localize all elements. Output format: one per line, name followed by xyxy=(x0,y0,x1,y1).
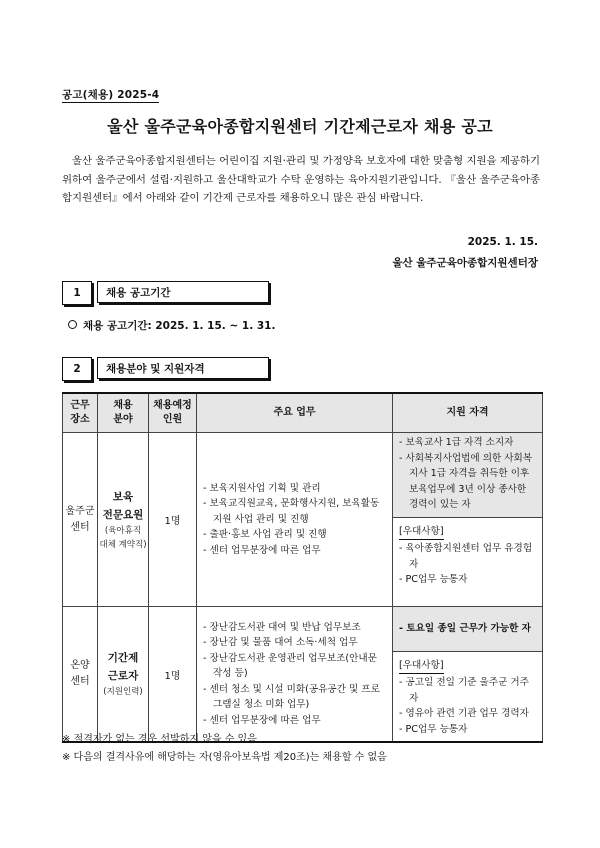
preference-label: [우대사항] xyxy=(399,524,444,541)
preferences-box xyxy=(393,518,542,592)
list-item: - PC업무 능통자 xyxy=(399,574,468,585)
note-line: ※ 적격자가 없는 경우 선발하지 않을 수 있음 xyxy=(62,734,257,745)
place-cell: 온양 센터 xyxy=(63,607,98,743)
qualifications-cell xyxy=(393,433,543,607)
header-duties: 주요 업무 xyxy=(197,393,393,433)
period-text: 채용 공고기간: 2025. 1. 15. ~ 1. 31. xyxy=(83,320,276,332)
field-cell: 보육 전문요원 (육아휴직 대체 계약직) xyxy=(98,433,149,607)
list-item: - 육아종합지원센터 업무 유경험자 xyxy=(399,543,533,570)
page-title: 울산 울주군육아종합지원센터 기간제근로자 채용 공고 xyxy=(107,117,493,136)
section-title: 채용 공고기간 xyxy=(97,281,269,303)
duties-cell xyxy=(197,433,393,607)
preference-label: [우대사항] xyxy=(399,658,444,675)
duties-cell xyxy=(197,607,393,743)
list-item: - 센터 업무분장에 따른 업무 xyxy=(203,714,321,726)
requirement-text: - 토요일 종일 근무가 가능한 자 xyxy=(399,623,531,634)
document-number: 공고(채용) 2025-4 xyxy=(62,89,160,101)
note-line: ※ 다음의 결격사유에 해당하는 자(영유아보육법 제20조)는 채용할 수 없음 xyxy=(62,752,387,763)
list-item: - 보육교사 1급 자격 소지자 xyxy=(399,437,514,448)
list-item: - PC업무 능통자 xyxy=(399,723,468,735)
table-row xyxy=(63,607,543,743)
qualifications-cell xyxy=(393,607,543,743)
field-cell: 기간제 근로자 (지원인력) xyxy=(98,607,149,743)
header-place: 근무 장소 xyxy=(63,393,98,433)
requirements-box xyxy=(393,433,542,518)
table-header-row xyxy=(63,393,543,433)
issuer: 울산 울주군육아종합지원센터장 xyxy=(392,257,538,269)
section-title: 채용분야 및 지원자격 xyxy=(97,357,269,379)
list-item: - 영유아 관련 기관 업무 경력자 xyxy=(399,708,529,719)
table-row xyxy=(63,433,543,607)
list-item: - 센터 청소 및 시설 미화(공유공간 및 프로그램실 청소 미화 업무) xyxy=(203,683,380,711)
list-item: - 사회복지사업법에 의한 사회복지사 1급 자격을 취득한 이후 보육업무에 3년 이상 종사한 경력이 있는 자 xyxy=(399,452,533,510)
header-count: 채용예정 인원 xyxy=(149,393,197,433)
list-item: - 장난감도서관 운영관리 업무보조(안내문 작성 등) xyxy=(203,652,377,680)
list-item: - 공고일 전일 기준 울주군 거주자 xyxy=(399,677,529,704)
place-cell: 울주군 센터 xyxy=(63,433,98,607)
circle-bullet-icon xyxy=(68,320,77,329)
notes xyxy=(62,731,387,767)
count-cell: 1명 xyxy=(149,607,197,743)
requirements-box xyxy=(393,607,542,652)
list-item: - 장난감도서관 대여 및 반납 업무보조 xyxy=(203,621,361,633)
list-item: - 센터 업무분장에 따른 업무 xyxy=(203,544,321,556)
section-number: 1 xyxy=(62,281,92,305)
intro-text: 울산 울주군육아종합지원센터는 어린이집 지원·관리 및 가정양육 보호자에 대한 맞춤형 지원을 제공하기 위하여 울주군에서 설립·지원하고 울산대학교가 수탁 운영하는 육아지원기관입니다. 『울산 울주군육아종합지원센터』에서 아래와 같이 기간제 근로자를 채용하오니 많은 관심 바랍니다. xyxy=(62,155,540,204)
period-line xyxy=(68,318,275,333)
header-qualifications: 지원 자격 xyxy=(393,393,543,433)
section-2-header xyxy=(62,357,269,380)
recruitment-table xyxy=(62,392,543,743)
list-item: - 출판·홍보 사업 관리 및 진행 xyxy=(203,529,327,541)
list-item: - 보육교직원교육, 문화행사지원, 보육활동지원 사업 관리 및 진행 xyxy=(203,498,380,525)
header-field: 채용 분야 xyxy=(98,393,149,433)
intro-paragraph xyxy=(62,152,540,208)
section-1-header xyxy=(62,281,269,304)
notice-date: 2025. 1. 15. xyxy=(467,236,538,248)
preferences-box xyxy=(393,652,542,742)
section-number: 2 xyxy=(62,357,92,381)
count-cell: 1명 xyxy=(149,433,197,607)
list-item: - 장난감 및 물품 대여 소독·세척 업무 xyxy=(203,637,358,649)
list-item: - 보육지원사업 기획 및 관리 xyxy=(203,482,321,494)
